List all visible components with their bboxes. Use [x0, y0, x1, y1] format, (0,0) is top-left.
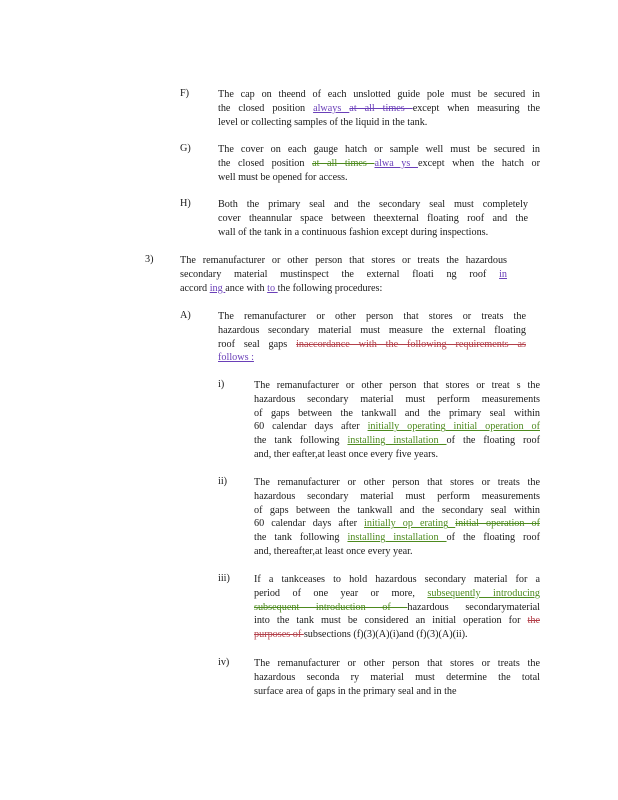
- text-run: except when measuring the: [412, 102, 540, 114]
- item-text: [218, 143, 540, 184]
- revision-mark: inaccordance with the following requirements as: [296, 338, 526, 350]
- text-line: [218, 102, 540, 116]
- revision-mark: at all times: [312, 157, 375, 169]
- text-line: [218, 351, 526, 365]
- item-text: [254, 379, 540, 462]
- text-run: secondary material mustinspect the external floati ng roof: [180, 268, 500, 280]
- text-line: [218, 88, 540, 102]
- item-label: iii): [218, 573, 230, 584]
- text-run: the closed position: [218, 102, 314, 114]
- text-line: [254, 420, 540, 434]
- item-text: [218, 198, 528, 239]
- revision-mark: purposes of: [254, 629, 304, 641]
- text-run: the closed position: [218, 157, 313, 169]
- item-text: [254, 657, 540, 698]
- text-run: accord: [180, 282, 210, 294]
- text-run: Both the primary seal and the secondary seal must completely: [218, 199, 528, 210]
- item-label: 3): [145, 254, 154, 265]
- revision-mark: subsequently introducing: [427, 587, 540, 599]
- item-text: [218, 88, 540, 129]
- text-run: The cover on each gauge hatch or sample well must be secured in: [218, 144, 540, 155]
- text-line: [218, 212, 528, 226]
- text-run: wall of the tank in a continuous fashion except during inspections.: [218, 226, 489, 238]
- text-run: period of one year or more,: [254, 587, 428, 599]
- text-line: [218, 143, 540, 157]
- revision-mark: follows :: [218, 352, 254, 364]
- item-label: ii): [218, 476, 228, 487]
- text-run: surface area of gaps in the primary seal and in the: [254, 685, 457, 697]
- item-label: iv): [218, 657, 230, 668]
- revision-mark: the: [527, 615, 540, 627]
- revision-mark: initially op erating: [364, 518, 456, 530]
- text-run: The remanufacturer or other person that stores or treat s the: [254, 380, 540, 391]
- text-run: and, ther eafter,at least once every five years.: [254, 448, 438, 460]
- text-line: [254, 545, 540, 559]
- text-run: The remanufacturer or other person that stores or treats the: [254, 658, 540, 669]
- item-label: F): [180, 88, 190, 99]
- text-line: [218, 116, 540, 130]
- text-run: hazardous secondarymaterial: [407, 601, 541, 613]
- text-line: [254, 393, 540, 407]
- text-run: hazardous secondary material must perform measurements: [254, 490, 540, 502]
- text-line: [218, 324, 526, 338]
- item-text: [254, 476, 540, 559]
- text-run: the following procedures:: [277, 282, 383, 294]
- revision-mark: alwa ys: [374, 157, 418, 169]
- text-line: [180, 254, 507, 268]
- revision-mark: subsequent introduction of: [254, 601, 408, 613]
- text-line: [254, 685, 540, 699]
- revision-mark: installing installation: [347, 435, 447, 447]
- text-line: [254, 614, 540, 628]
- revision-mark: ing: [209, 282, 226, 294]
- text-run: of gaps between the tankwall and the primary seal within: [254, 407, 540, 419]
- revision-mark: initial operation of: [455, 518, 540, 530]
- item-text: [254, 573, 540, 642]
- text-run: hazardous secondary material must perform measurements: [254, 393, 540, 405]
- text-line: [254, 601, 540, 615]
- text-run: except when the hatch or: [417, 157, 540, 169]
- text-run: The remanufacturer or other person that stores or treats the: [218, 311, 526, 322]
- text-line: [254, 379, 540, 393]
- revision-mark: at all times: [349, 102, 413, 114]
- text-run: into the tank must be considered an initial operation for: [254, 615, 528, 627]
- text-line: [254, 476, 540, 490]
- text-line: [254, 448, 540, 462]
- text-line: [218, 226, 528, 240]
- revision-mark: installing installation: [347, 532, 447, 544]
- text-line: [254, 657, 540, 671]
- text-line: [218, 338, 526, 352]
- text-run: roof seal gaps: [218, 338, 297, 350]
- text-run: 60 calendar days after: [254, 518, 365, 530]
- revision-mark: to: [267, 282, 278, 294]
- text-run: well must be opened for access.: [218, 171, 348, 183]
- revision-mark: in: [499, 268, 507, 280]
- text-run: The remanufacturer or other person that stores or treats the hazardous: [180, 255, 507, 266]
- text-line: [254, 671, 540, 685]
- text-run: 60 calendar days after: [254, 421, 368, 433]
- text-line: [218, 310, 526, 324]
- text-line: [218, 198, 528, 212]
- item-text: [218, 310, 526, 365]
- text-line: [180, 282, 507, 296]
- text-run: If a tankceases to hold hazardous secondary material for a: [254, 574, 540, 585]
- text-line: [254, 517, 540, 531]
- text-run: of the floating roof: [446, 532, 540, 544]
- revision-mark: initially operating initial operation of: [367, 421, 540, 433]
- text-line: [254, 490, 540, 504]
- text-run: hazardous seconda ry material must determine the total: [254, 671, 540, 683]
- item-label: i): [218, 379, 225, 390]
- text-run: and, thereafter,at least once every year.: [254, 545, 413, 557]
- text-line: [254, 407, 540, 421]
- text-line: [254, 434, 540, 448]
- text-run: cover theannular space between theexternal floating roof and the: [218, 212, 528, 224]
- text-run: hazardous secondary material must measure the external floating: [218, 324, 526, 336]
- text-run: The remanufacturer or other person that stores or treats the: [254, 477, 540, 488]
- text-run: subsections (f)(3)(A)(i)and (f)(3)(A)(ii).: [303, 629, 468, 641]
- text-line: [254, 531, 540, 545]
- text-run: of gaps between the tankwall and the secondary seal within: [254, 504, 540, 516]
- text-run: The cap on theend of each unslotted guide pole must be secured in: [218, 89, 540, 100]
- text-line: [254, 504, 540, 518]
- item-label: H): [180, 198, 191, 209]
- text-line: [254, 573, 540, 587]
- text-run: the tank following: [254, 435, 348, 447]
- text-line: [218, 157, 540, 171]
- text-run: the tank following: [254, 532, 348, 544]
- text-line: [180, 268, 507, 282]
- revision-mark: always: [313, 102, 350, 114]
- text-run: level or collecting samples of the liquid in the tank.: [218, 116, 428, 128]
- item-text: [180, 254, 507, 295]
- text-line: [254, 587, 540, 601]
- text-line: [254, 628, 540, 642]
- text-run: of the floating roof: [446, 435, 540, 447]
- text-line: [218, 171, 540, 185]
- item-label: G): [180, 143, 191, 154]
- item-label: A): [180, 310, 191, 321]
- text-run: ance with: [225, 282, 268, 294]
